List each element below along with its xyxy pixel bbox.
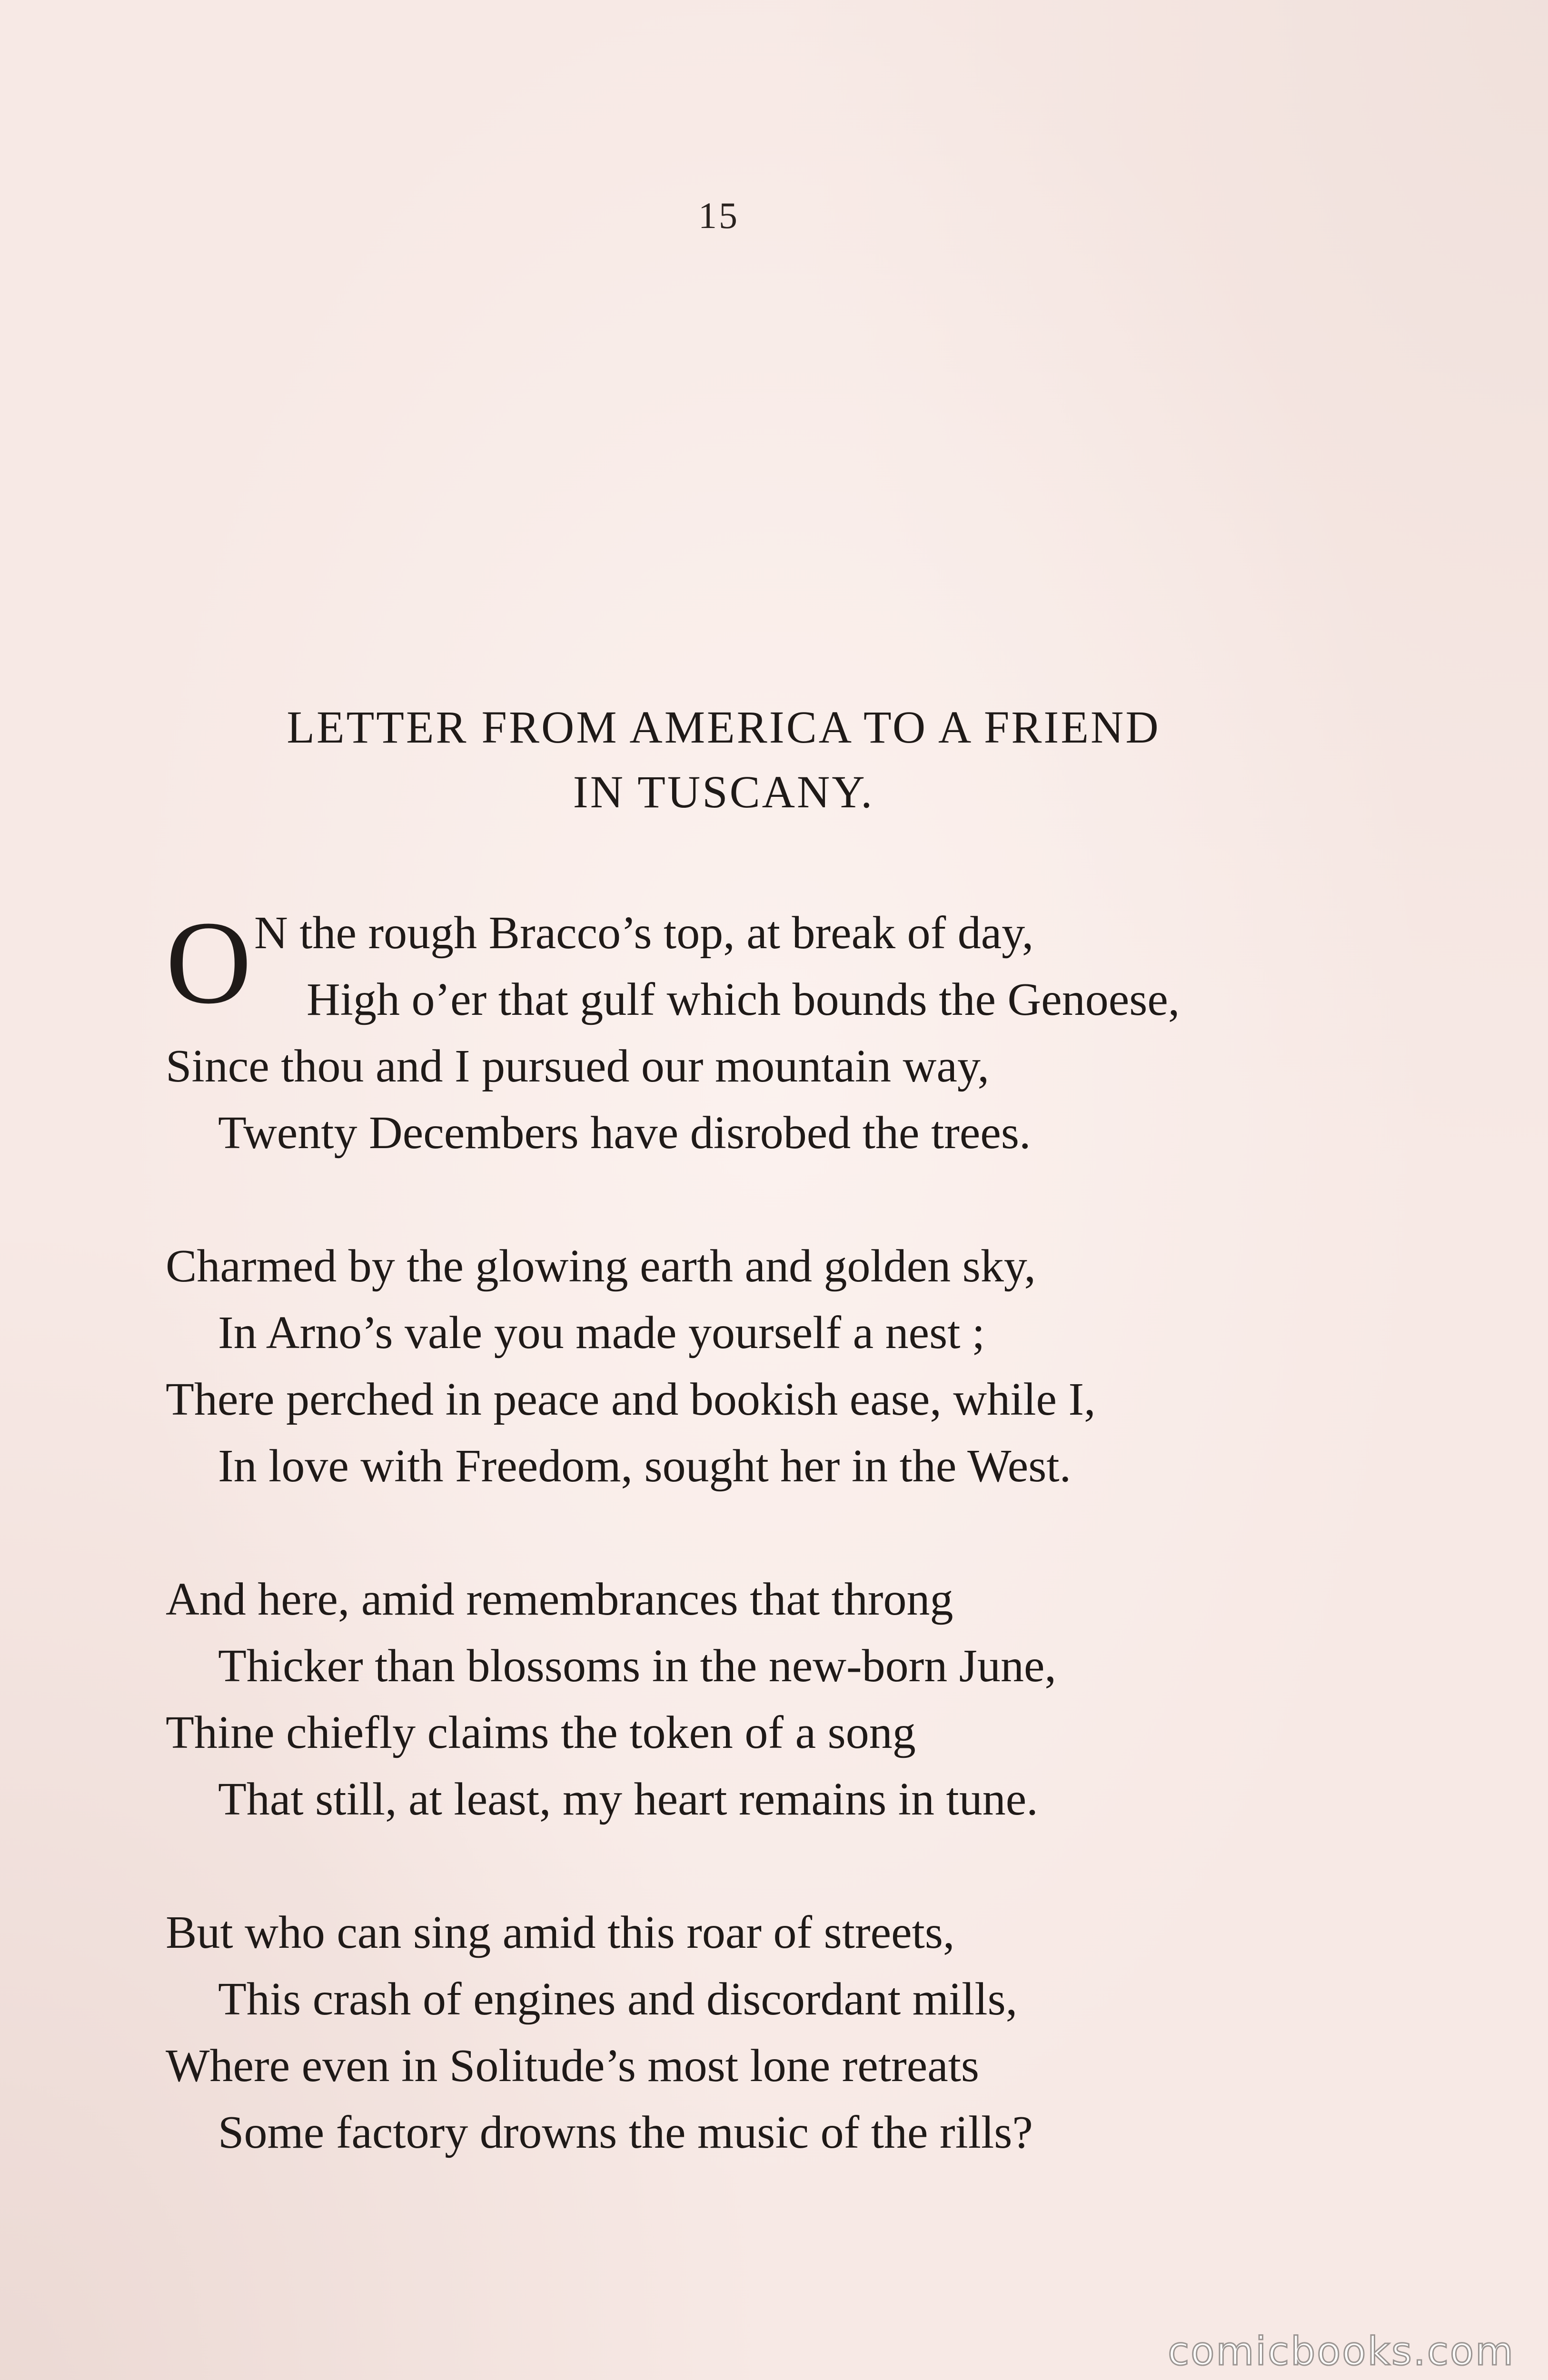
drop-cap: O: [166, 897, 252, 1029]
stanza-3-line-2: Thicker than blossoms in the new-born June,: [218, 1640, 1056, 1692]
stanza-1-line-3: Since thou and I pursued our mountain way,: [166, 1041, 990, 1092]
stanza-3-line-4: That still, at least, my heart remains in tune.: [218, 1774, 1038, 1825]
stanza-2-line-1: Charmed by the glowing earth and golden sky,: [166, 1240, 1036, 1292]
stanza-4-line-3: Where even in Solitude’s most lone retreats: [166, 2040, 980, 2092]
poem-title-line-1: LETTER FROM AMERICA TO A FRIEND: [287, 702, 1161, 753]
stanza-3-line-3: Thine chiefly claims the token of a song: [166, 1707, 916, 1758]
poem-title-line-2: IN TUSCANY.: [573, 766, 874, 817]
page-number: 15: [698, 195, 739, 236]
stanza-4-line-4: Some factory drowns the music of the rills?: [218, 2107, 1033, 2158]
stanza-1-line-4: Twenty Decembers have disrobed the trees.: [218, 1107, 1031, 1159]
stanza-1-line-2: High o’er that gulf which bounds the Genoese,: [307, 974, 1180, 1025]
poem-title: [119, 695, 1328, 824]
poem-body: [166, 897, 1346, 2232]
stanza-1: [166, 897, 1346, 1166]
stanza-1-opening: [166, 897, 1346, 1033]
stanza-2-line-3: There perched in peace and bookish ease, while I,: [166, 1374, 1096, 1425]
stanza-2: [166, 1233, 1346, 1499]
stanza-4: [166, 1899, 1346, 2166]
stanza-2-line-4: In love with Freedom, sought her in the West.: [218, 1440, 1072, 1492]
stanza-4-line-1: But who can sing amid this roar of streets,: [166, 1907, 955, 1958]
stanza-3: [166, 1566, 1346, 1833]
stanza-2-line-2: In Arno’s vale you made yourself a nest ;: [218, 1307, 985, 1359]
stanza-4-line-2: This crash of engines and discordant mills,: [218, 1973, 1018, 2025]
watermark: comicbooks.com: [1168, 2329, 1515, 2374]
stanza-3-line-1: And here, amid remembrances that throng: [166, 1574, 953, 1625]
stanza-1-line-1: N the rough Bracco’s top, at break of day,: [254, 907, 1034, 959]
